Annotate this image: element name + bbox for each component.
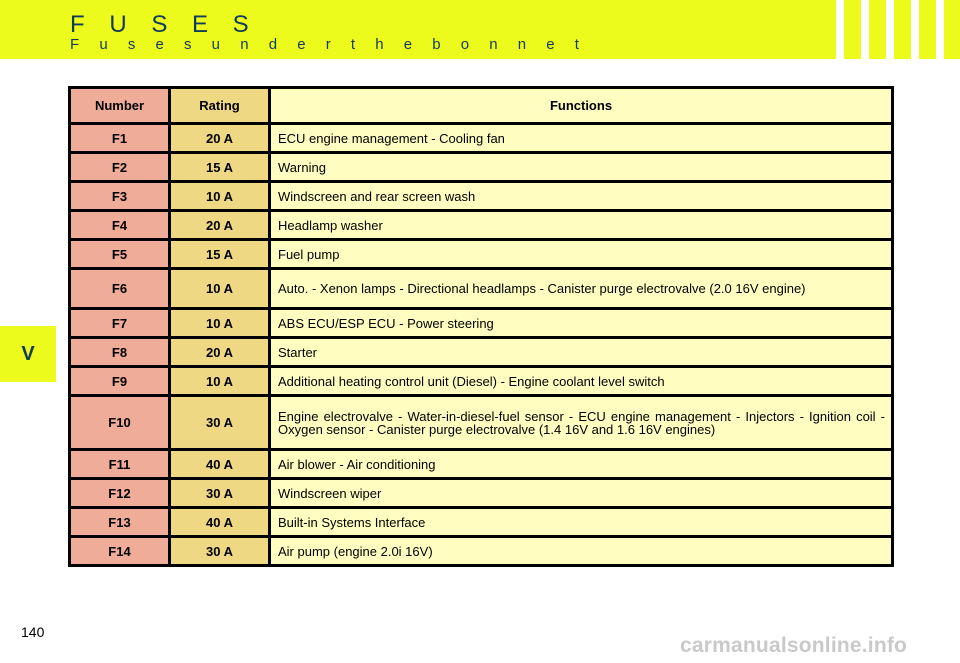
fuse-rating-cell: 10 A	[171, 270, 271, 307]
table-row	[71, 212, 891, 238]
fuse-rating-cell: 15 A	[171, 241, 271, 267]
table-row	[71, 154, 891, 180]
fuse-number-cell: F9	[71, 368, 171, 394]
table-row	[71, 368, 891, 394]
table-row	[71, 509, 891, 535]
fuse-number-cell: F12	[71, 480, 171, 506]
fuse-rating-cell: 10 A	[171, 183, 271, 209]
fuse-function-cell: Auto. - Xenon lamps - Directional headlamps - Canister purge electrovalve (2.0 16V engine)	[271, 270, 891, 307]
header-stripe-block	[844, 0, 960, 59]
fuse-number-cell: F14	[71, 538, 171, 564]
table-row	[71, 310, 891, 336]
fuse-function-cell: Headlamp washer	[271, 212, 891, 238]
table-row	[71, 241, 891, 267]
fuse-rating-cell: 30 A	[171, 538, 271, 564]
fuse-rating-cell: 20 A	[171, 212, 271, 238]
table-header-row	[71, 89, 891, 122]
table-row	[71, 125, 891, 151]
fuse-table-body	[71, 125, 891, 564]
page-subtitle: F u s e s u n d e r t h e b o n n e t	[70, 36, 587, 53]
fuse-number-cell: F4	[71, 212, 171, 238]
fuse-number-cell: F8	[71, 339, 171, 365]
fuse-rating-cell: 40 A	[171, 451, 271, 477]
fuse-number-cell: F2	[71, 154, 171, 180]
fuse-function-cell: Windscreen and rear screen wash	[271, 183, 891, 209]
fuse-table	[68, 86, 894, 567]
fuse-number-cell: F3	[71, 183, 171, 209]
fuse-number-cell: F13	[71, 509, 171, 535]
fuse-number-cell: F6	[71, 270, 171, 307]
table-row	[71, 451, 891, 477]
fuse-number-cell: F5	[71, 241, 171, 267]
fuse-rating-cell: 30 A	[171, 480, 271, 506]
fuse-function-cell: Built-in Systems Interface	[271, 509, 891, 535]
fuse-number-cell: F10	[71, 397, 171, 448]
page-title: F U S E S	[70, 11, 258, 38]
fuse-number-cell: F1	[71, 125, 171, 151]
fuse-function-cell: Air blower - Air conditioning	[271, 451, 891, 477]
chapter-tab-label: V	[21, 342, 35, 365]
fuse-function-cell: ABS ECU/ESP ECU - Power steering	[271, 310, 891, 336]
watermark: carmanualsonline.info	[680, 634, 908, 657]
fuse-number-cell: F7	[71, 310, 171, 336]
fuse-function-cell: Windscreen wiper	[271, 480, 891, 506]
table-row	[71, 339, 891, 365]
table-row	[71, 270, 891, 307]
table-row	[71, 480, 891, 506]
page-number: 140	[21, 624, 45, 640]
fuse-rating-cell: 10 A	[171, 368, 271, 394]
fuse-rating-cell: 40 A	[171, 509, 271, 535]
header-number: Number	[71, 89, 171, 122]
table-row	[71, 397, 891, 448]
fuse-function-cell: Fuel pump	[271, 241, 891, 267]
fuse-rating-cell: 20 A	[171, 339, 271, 365]
fuse-function-cell: ECU engine management - Cooling fan	[271, 125, 891, 151]
header-functions: Functions	[271, 89, 891, 122]
fuse-function-cell: Warning	[271, 154, 891, 180]
chapter-tab	[0, 326, 56, 382]
table-row	[71, 183, 891, 209]
table-row	[71, 538, 891, 564]
fuse-number-cell: F11	[71, 451, 171, 477]
header-stripe-gap	[836, 0, 844, 59]
fuse-function-cell: Starter	[271, 339, 891, 365]
fuse-function-cell: Engine electrovalve - Water-in-diesel-fuel sensor - ECU engine management - Injectors - Ignition coil - Oxygen sensor - Canister purge electrovalve (1.4 16V and 1.6 16V engines)	[271, 397, 891, 448]
fuse-function-cell: Air pump (engine 2.0i 16V)	[271, 538, 891, 564]
fuse-rating-cell: 30 A	[171, 397, 271, 448]
header-rating: Rating	[171, 89, 271, 122]
fuse-rating-cell: 20 A	[171, 125, 271, 151]
fuse-rating-cell: 10 A	[171, 310, 271, 336]
fuse-rating-cell: 15 A	[171, 154, 271, 180]
fuse-function-cell: Additional heating control unit (Diesel) - Engine coolant level switch	[271, 368, 891, 394]
